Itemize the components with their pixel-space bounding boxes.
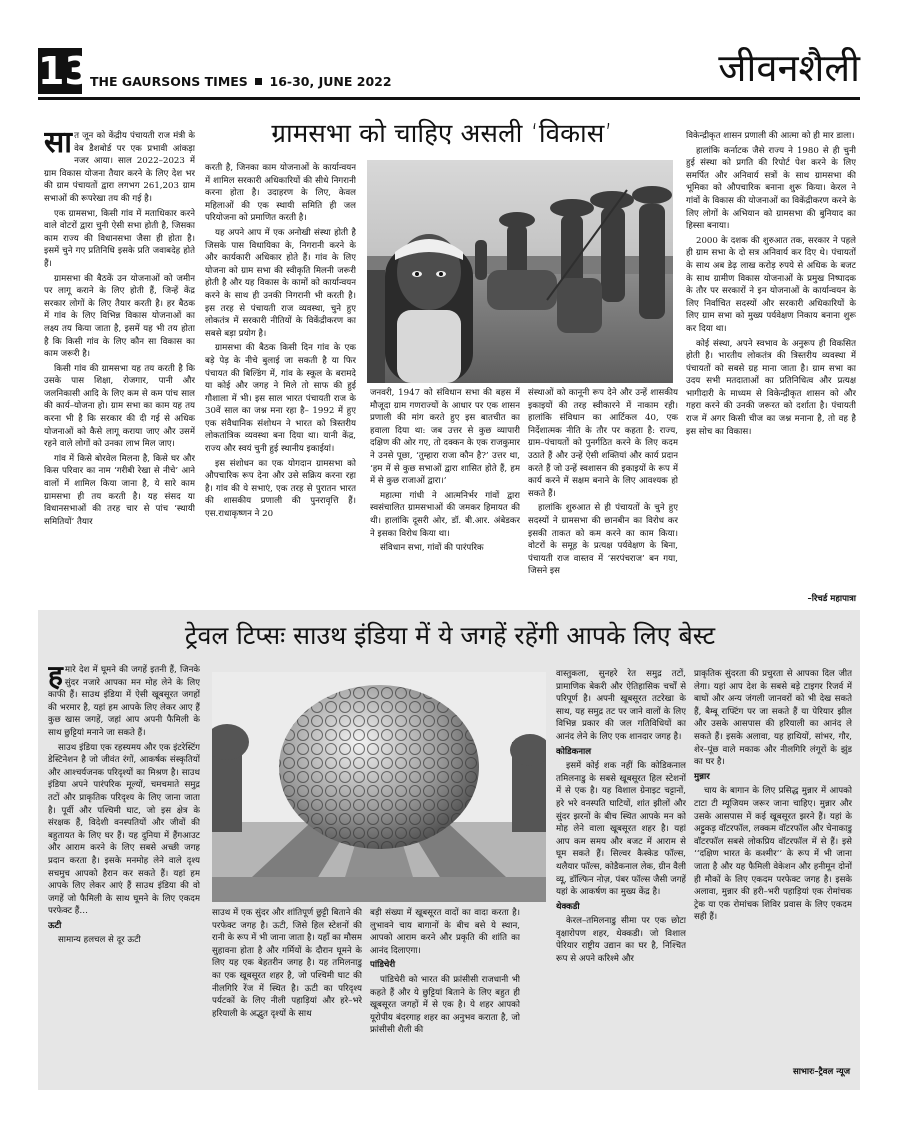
- article2-col5: [694, 668, 852, 1064]
- article1-paragraph: त जून को केंद्रीय पंचायती राज मंत्री के वेब डैशबोर्ड पर एक प्रभावी आंकड़ा नजर आया। साल 2022–2023 में ग्राम विकास योजना तैयार करने के लिए देश भर की ग्राम पंचायतों द्वारा लगभग 261,203 ग्राम सभाओं की रूपरेखा तय की गई है।: [44, 131, 195, 204]
- subheading-munnar: मुन्नार: [694, 771, 710, 782]
- article1-paragraph: गांव में किसे बोरवेल मिलना है, किसे घर और किस परिवार का नाम ‘गरीबी रेखा से नीचे’ आने वालों में शामिल किया जाना है, ये सारे काम ग्रामसभा ही तय करती है। यह संसद या विधानसभाओं की तरह चार से पांच ‘स्थायी समितियों’ तैयार: [44, 453, 195, 527]
- article2-paragraph: साउथ में एक सुंदर और शांतिपूर्ण छुट्टी बिताने की परफेक्ट जगह है। ऊटी, जिसे हिल स्टेशनों की रानी के रूप में भी जाना जाता है। यहाँ का मौसम सुहावना होता है और गर्मियों के दौरान घूमने के लिए यह एक बेहतरीन जगह है। यह तमिलनाडु का एक खूबसूरत शहर है, जो पश्चिमी घाट की नीलगिरि रेंज में स्थित है। ऊटी का परिदृश्य पर्यटकों के लिए नीली पहाड़ियां और हरे–भरे हरियाली के अद्भुत दृश्यों के साथ: [212, 908, 362, 1019]
- article2-col1: [48, 664, 200, 1082]
- article1-col1: [44, 130, 195, 605]
- article1-paragraph: विकेन्द्रीकृत शासन प्रणाली की आत्मा को ही मार डाला।: [686, 131, 855, 141]
- article2-paragraph: वास्तुकला, सुनहरे रेत समुद्र तटों, प्रामाणिक बेकरी और ऐतिहासिक चर्चों से परिपूर्ण है। अपनी खूबसूरत तटरेखा के साथ, यह समुद्र तट पर जाने वालों के लिए विभिन्न प्रकार की जल गतिविधियों का आनंद लेने के लिए एक शानदार जगह है।: [556, 669, 686, 742]
- article2-paragraph: सामान्य हलचल से दूर ऊटी: [58, 935, 141, 946]
- article2-paragraph: मारे देश में घूमने की जगहें इतनी हैं, जिनके सुंदर नजारे आपका मन मोह लेने के लिए काफी हैं। साउथ इंडिया में ऐसी खूबसूरत जगहों की भरमार है, यहां हम आपके लिए लेकर आए हैं कुछ खास जगहें, जहां आप अपनी फैमिली के साथ छुट्टियां मनाने जा सकते हैं।: [48, 665, 200, 738]
- article1-paragraph: कोई संस्था, अपने स्वभाव के अनुरूप ही विकसित होती है। भारतीय लोकतंत्र की त्रिस्तरीय व्यवस्था में पंचायतों को सबसे ग्रह माना जाता है। ग्राम सभा का उदय सभी मतदाताओं का प्रतिनिधित्व और प्रत्यक्ष भागीदारी के माध्यम से विकेन्द्रीकृत शासन को और गहरा करने की उनकी जरूरत को दर्शाता है। पंचायती राज में अगर किसी चीज का जश्न मनाना है, तो वह है इस सोच का विकास।: [686, 338, 856, 437]
- issue-dates: 16-30, JUNE 2022: [269, 74, 392, 89]
- village-workers-photo: [367, 160, 673, 383]
- article1-paragraph: संविधान सभा, गांवों की पारंपरिक: [380, 543, 484, 554]
- article1-paragraph: हालांकि शुरुआत से ही पंचायतों के चुने हुए सदस्यों ने ग्रामसभा की छानबीन का विरोध कर इसकी ताकत को कम करने का काम किया। वोटरों के समूह के प्रत्यक्ष पर्यवेक्षण के बिना, पंचायती राज वास्तव में ‘सरपंचराज’ बन गया, जिसने इस: [528, 503, 678, 577]
- article1-col3: [370, 387, 520, 605]
- article1-col5: [686, 130, 856, 590]
- article1-paragraph: एक ग्रामसभा, किसी गांव में मताधिकार करने वाले वोटरों द्वारा चुनी ऐसी सभा होती है, जिसका काम राज्य की विधानसभा जैसा ही होता है। इसमें चुने गए प्रतिनिधि इसके प्रति जवाबदेह होते हैं।: [44, 208, 195, 269]
- section-title: जीवनशैली: [718, 46, 860, 90]
- article1-paragraph: संस्थाओं को कानूनी रूप देने और उन्हें शासकीय इकाइयों की तरह स्वीकारने में नाकाम रही। हालांकि संविधान का आर्टिकल 40, एक निर्देशात्मक नीति के तौर पर कहता है: राज्य, ग्राम–पंचायतों को पुनर्गठित करने के लिए कदम उठाते हैं और उन्हें ऐसी शक्तियां और कार्य प्रदान करते हैं जो उन्हें स्वशासन की इकाइयों के रूप में कार्य करने में सक्षम बनाने के लिए आवश्यक हो सकते हैं।: [528, 388, 678, 499]
- article1-paragraph: हालांकि कर्नाटक जैसे राज्य ने 1980 से ही चुनी हुई संस्था को प्रगति की रिपोर्ट पेश करने के लिए समर्पित और अनिवार्य सत्रों के साथ ग्रामसभा की भूमिका को औपचारिक बनाना शुरू किया। केरल ने गांवों के विकास की योजनाओं का विकेंद्रीकरण करने के लिए लोगों के अभियान को ग्रामसभा की बुनियाद का हिस्सा बनाया।: [686, 145, 856, 232]
- article2-headline: ट्रेवल टिप्सः साउथ इंडिया में ये जगहें रहेंगी आपके लिए बेस्ट: [184, 621, 716, 650]
- article1-paragraph: महात्मा गांधी ने आत्मनिर्भर गांवों द्वारा स्वसंचालित ग्रामसभाओं की जमकर हिमायत की थी। हालांकि दूसरी ओर, डॉ. बी.आर. अंबेडकर ने इसका विरोध किया था।: [370, 490, 520, 539]
- article2-paragraph: बड़ी संख्या में खूबसूरत वादों का वादा करता है। लुभावने चाय बागानों के बीच बसे ये स्थान, आपको आराम करने और प्रकृति की शांति का आनंद दिलाएगा।: [370, 908, 520, 956]
- article1-paragraph: करती है, जिनका काम योजनाओं के कार्यान्वयन में शामिल सरकारी अधिकारियों की सीधे निगरानी करना होता है। उदाहरण के लिए, केवल महिलाओं की एक स्थायी समिति ही जल परियोजना को प्रमाणित करती है।: [205, 163, 356, 224]
- subheading-ooty: ऊटी: [48, 920, 62, 931]
- village-workers-photo-graphic: [367, 160, 673, 383]
- article1-paragraph: ग्रामसभा की बैठक किसी दिन गांव के एक बड़े पेड़ के नीचे बुलाई जा सकती है या फिर पंचायत की बिल्डिंग में, गांव के स्कूल के बरामदे या कोई और जगह ने मिले तो साफ की हुई गौशाला में भी। इस साल भारत पंचायती राज के 30वें साल का जश्न मना रहा है– 1992 में हुए एक संवैधानिक संशोधन ने भारत को त्रिस्तरीय लोकतांत्रिक व्यवस्था बना दिया था। यानी केंद्र, राज्य और स्वयं चुनी हुई स्थानीय इकाईयां।: [205, 343, 356, 455]
- article2-paragraph: प्राकृतिक सुंदरता की प्रचुरता से आपका दिल जीत लेगा। यहां आप देश के सबसे बड़े टाइगर रिजर्व में बाघों और अन्य जंगली जानवरों को भी देख सकते हैं, बैम्बू राफ्टिंग पर जा सकते हैं या पेरियार झील और उसके आसपास की हरियाली का आनंद ले सकते हैं। इसके अलावा, यह हाथियों, सांभर, गौर, शेर–पूंछ वाले मकाक और नीलगिरि लंगूरों के झुंड का घर है।: [694, 669, 852, 768]
- publication-title: THE GAURSONS TIMES: [90, 74, 248, 89]
- article2-col4: [556, 668, 686, 1082]
- article1-paragraph: 2000 के दशक की शुरुआत तक, सरकार ने पहले ही ग्राम सभा के दो सत्र अनिवार्य कर दिए थे। पंचायतों के साथ अब डेढ़ लाख करोड़ रुपये से अधिक के बजट के साथ ग्रामीण विकास योजनाओं के प्रमुख निष्पादक के तौर पर सरकारों ने इन योजनाओं के कार्यान्वयन के लिए निर्वाचित सदस्यों और सरकारी अधिकारियों के लिए ग्राम सभा को मुख्य पर्यवेक्षण निकाय बनाना शुरू कर दिया था।: [686, 235, 856, 334]
- matrimandir-photo: [212, 672, 546, 902]
- subheading-pondicherry: पांडिचेरी: [370, 960, 396, 971]
- article2-drop-cap: ह: [48, 664, 63, 692]
- publication-name: [90, 74, 392, 89]
- article1-headline: ग्रामसभा को चाहिए असली ‘विकास’: [271, 119, 613, 149]
- article2-paragraph: केरल–तमिलनाडु सीमा पर एक छोटा वृक्षारोपण शहर, थेक्कडी। जो विशाल पेरियार राष्ट्रीय उद्यान का घर है, निश्चित रूप से अपने करिश्मे और: [556, 916, 686, 965]
- article1-paragraph: ग्रामसभा की बैठकें उन योजनाओं को जमीन पर लागू कराने के लिए होती हैं, जिन्हें केंद्र सरकार लोगों के लिए तैयार करती है। हर बैठक में गांव के लिए विभिन्न विकास योजनाओं का लक्ष्य तय किया जाता है, इसमें यह भी तय होता है कि किसी गांव के लिए कौन सा विकास का काम जरूरी है।: [44, 273, 195, 360]
- article2-paragraph: साउथ इंडिया एक रहस्यमय और एक इंटरेस्टिंग डेस्टिनेशन है जो जीवंत रंगों, आकर्षक संस्कृतियों और आश्चर्यजनक परिदृश्यों का मिश्रण है। साउथ इंडिया अपने पारंपरिक मूल्यों, चमचमाते समुद्र तटों और प्राकृतिक परिदृश्य के लिए जाना जाता है। पूर्वी और पश्चिमी घाट, जो इस क्षेत्र के संरक्षक हैं, विदेशी वनस्पतियों और जीवों की बहुतायत के लिए घर हैं। यह दुनिया में हैंगआउट और आराम करने के लिए सबसे अच्छी जगह प्रदान करता है। इसके मनमोह लेने वाले दृश्य सचमुच आपको हैरान कर सकते हैं। यहां हम आपके लिए लेकर आएं हैं साउथ इंडिया की वो जगहें जो फैमिली के साथ घूमने के लिए एकदम परफेक्ट हैं…: [48, 742, 200, 917]
- article1-drop-cap: सा: [44, 130, 73, 160]
- article1-paragraph: यह अपने आप में एक अनोखी संस्था होती है जिसके पास विधायिका के, निगरानी करने के और कार्यकारी अधिकार होते हैं। गांव के लिए योजना को ग्राम सभा की स्वीकृति मिलनी जरूरी होती है और यह विकास के कामों को कार्यान्वयन करने के साथ ही उनकी निगरानी भी करती है। इस तरह से पंचायती राज व्यवस्था, चुने हुए लोकतंत्र में सरकारी नीतियों के विकेंद्रीकरण का सबसे बड़ा प्रयोग है।: [205, 227, 356, 339]
- article2-col3: [370, 907, 520, 1082]
- article1-col4: [528, 387, 678, 605]
- article2-credit: साभारः–ट्रैवल न्यूज: [792, 1067, 850, 1077]
- square-bullet-icon: [255, 78, 262, 85]
- article2-paragraph: पांडिचेरी को भारत की फ्रांसीसी राजधानी भी कहते हैं और ये छुट्टियां बिताने के लिए बहुत ही खूबसूरत जगहों में से एक है। ये शहर आपको यूरोपीय बंदरगाह शहर का अनुभव कराता है, जो फ्रांसीसी शैली की: [370, 974, 520, 1036]
- article1-col2: [205, 162, 356, 605]
- article2-col2: [212, 907, 362, 1082]
- matrimandir-photo-graphic: [212, 672, 546, 902]
- article1-paragraph: इस संशोधन का एक योगदान ग्रामसभा को औपचारिक रूप देना और उसे सक्रिय करना रहा है। गांव की ये सभाएं, एक तरह से पुरातन भारत की शासकीय प्रणाली की पुनरावृत्ति हैं। एस.राधाकृष्णन ने 20: [205, 458, 356, 520]
- article1-paragraph: किसी गांव की ग्रामसभा यह तय करती है कि उसके पास शिक्षा, रोजगार, पानी और जलनिकासी आदि के लिए कम से कम पांच साल की कार्य–योजना हो। ग्राम सभा का काम यह तय करना भी है कि सरकार की दी गई से अधिक योजनाओं को कैसे लागू कराया जाए और उसमें रहने वाले लोगों को उनका लाभ मिल जाए।: [44, 363, 195, 450]
- subheading-kodaikanal: कोडिकनाल: [556, 746, 592, 757]
- article1-credit: –रिचर्ड महापात्रा: [807, 594, 856, 604]
- subheading-thekkady: थेक्कडी: [556, 901, 580, 912]
- article2-paragraph: इसमें कोई शक नहीं कि कोडिकनाल तमिलनाडु के सबसे खूबसूरत हिल स्टेशनों में से एक है। यह विशाल ग्रेनाइट चट्टानों, हरे भरे वनस्पति घाटियों, शांत झीलों और सुंदर झरनों के बीच स्थित आपके मन को मोह लेने वाला खूबसूरत शहर है। यहां आप कम समय और बजट में आराम से घूम सकते हैं। सिल्वर कैस्केड फॉल्स, थलैयार फॉल्स, कोडैकनाल लेक, ग्रीन वैली व्यू, डॉल्फिन नोज़, पंबर फॉल्स जैसी जगहें यहां के आकर्षण का मुख्य केंद्र है।: [556, 761, 686, 898]
- page-number: 13: [38, 49, 91, 93]
- masthead-rule: [38, 97, 860, 100]
- article1-paragraph: जनवरी, 1947 को संविधान सभा की बहस में मौजूदा ग्राम गणराज्यों के आधार पर एक शासन प्रणाली की मांग करते हुए इस बातचीत का हवाला दिया था: जब उत्तर से कुछ व्यापारी दक्षिण की ओर गए, तो दक्कन के एक राजकुमार ने उनसे पूछा, ‘तुम्हारा राजा कौन है?’ उत्तर था, ‘हम में से कुछ सभाओं द्वारा शासित होते हैं, हम में से कुछ राजाओं द्वारा।’: [370, 388, 520, 487]
- article2-paragraph: चाय के बागान के लिए प्रसिद्ध मुन्नार में आपको टाटा टी म्यूजियम जरूर जाना चाहिए। मुन्नार और उसके आसपास में कई खूबसूरत झरने हैं। यहां के अट्टुकड़ वॉटरफॉल, लक्कम वॉटरफॉल और चेनाकाडु वॉटरफॉल सबसे लोकप्रिय वॉटरफॉल में से हैं। इसे ‘‘दक्षिण भारत के कश्मीर’’ के रूप में भी जाना जाता है और यह फैमिली वेकेशन और हनीमून दोनों ही मौकों के लिए एकदम परफेक्ट जगह है। इसके अलावा, मुन्नार की हरी–भरी पहाड़ियां एक रोमांचक ट्रेक या एक रोमांचक शिविर प्रवास के लिए एकदम सही हैं।: [694, 786, 852, 923]
